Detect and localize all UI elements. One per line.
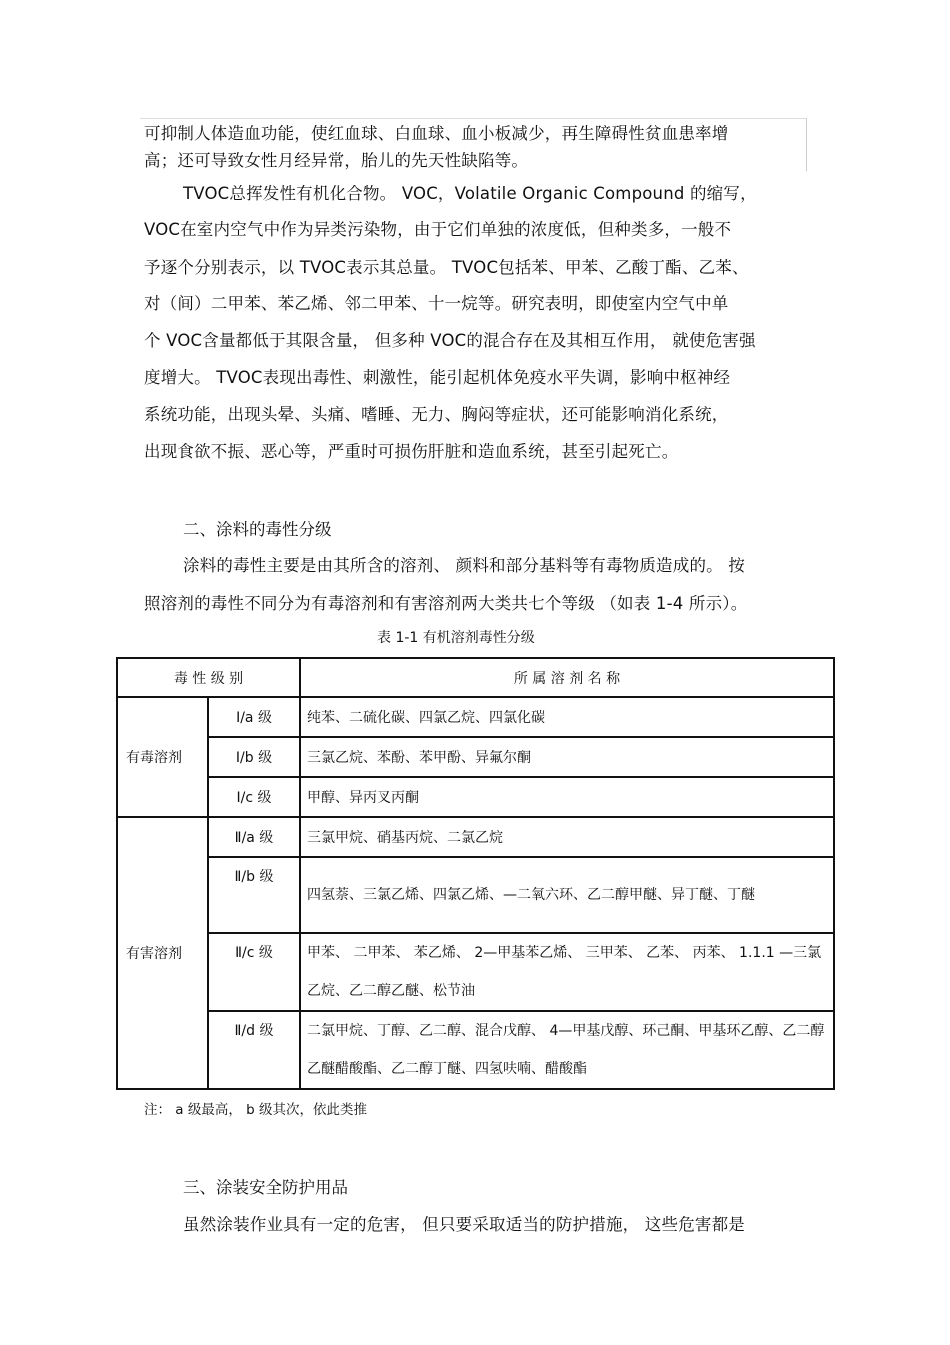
table-caption: 表 1-1 有机溶剂毒性分级 xyxy=(377,630,535,646)
section3-para-line-1: 虽然涂装作业具有一定的危害， 但只要采取适当的防护措施， 这些危害都是 xyxy=(183,1215,745,1234)
category-cell: 有毒溶剂 xyxy=(117,697,208,817)
table-row xyxy=(117,857,834,933)
intro-line-1: 可抑制人体造血功能，使红血球、白血球、血小板减少，再生障碍性贫血患率增 xyxy=(144,124,729,143)
tvoc-line: 度增大。 TVOC表现出毒性、刺激性，能引起机体免疫水平失调，影响中枢神经 xyxy=(144,368,731,387)
table-row xyxy=(117,1011,834,1089)
names-cell: 三氯甲烷、硝基丙烷、二氯乙烷 xyxy=(300,817,834,857)
level-cell: Ⅱ/b 级 xyxy=(208,857,300,933)
level-cell: Ⅱ/c 级 xyxy=(208,933,300,1011)
section2-heading: 二、涂料的毒性分级 xyxy=(183,520,332,539)
level-cell: Ⅱ/a 级 xyxy=(208,817,300,857)
table-header-row xyxy=(117,658,834,697)
tvoc-line: 予逐个分别表示，以 TVOC表示其总量。 TVOC包括苯、甲苯、乙酸丁酯、乙苯、 xyxy=(144,258,749,277)
level-cell: Ⅰ/b 级 xyxy=(208,737,300,777)
toxicity-table xyxy=(116,657,835,1090)
table-row xyxy=(117,933,834,1011)
table-row xyxy=(117,737,834,777)
level-cell: Ⅱ/d 级 xyxy=(208,1011,300,1089)
table-row xyxy=(117,777,834,817)
tvoc-line: TVOC总挥发性有机化合物。 VOC，Volatile Organic Compound 的缩写， xyxy=(183,184,757,203)
table-row xyxy=(117,697,834,737)
header-level: 毒 性 级 别 xyxy=(117,658,300,697)
section2-para-line-2: 照溶剂的毒性不同分为有毒溶剂和有害溶剂两大类共七个等级 （如表 1-4 所示）。 xyxy=(144,594,748,613)
level-cell: Ⅰ/c 级 xyxy=(208,777,300,817)
table-row xyxy=(117,817,834,857)
names-cell: 三氯乙烷、苯酚、苯甲酚、异氟尔酮 xyxy=(300,737,834,777)
names-cell: 纯苯、二硫化碳、四氯乙烷、四氯化碳 xyxy=(300,697,834,737)
section2-para-line-1: 涂料的毒性主要是由其所含的溶剂、 颜料和部分基料等有毒物质造成的。 按 xyxy=(183,556,745,575)
names-cell: 甲醇、异丙叉丙酮 xyxy=(300,777,834,817)
tvoc-line: 出现食欲不振、恶心等，严重时可损伤肝脏和造血系统，甚至引起死亡。 xyxy=(144,442,679,461)
tvoc-line: 系统功能，出现头晕、头痛、嗜睡、无力、胸闷等症状，还可能影响消化系统， xyxy=(144,405,729,424)
names-cell: 四氢萘、三氯乙烯、四氯乙烯、—二氧六环、乙二醇甲醚、异丁醚、丁醚 xyxy=(300,857,834,933)
names-cell: 甲苯、 二甲苯、 苯乙烯、 2—甲基苯乙烯、 三甲苯、 乙苯、 丙苯、 1.1.1 —三氯乙烷、乙二醇乙醚、松节油 xyxy=(300,933,834,1011)
table-note: 注： a 级最高， b 级其次，依此类推 xyxy=(144,1102,368,1118)
tvoc-line: 对（间）二甲苯、苯乙烯、邻二甲苯、十一烷等。研究表明，即使室内空气中单 xyxy=(144,294,729,313)
tvoc-line: VOC在室内空气中作为异类污染物，由于它们单独的浓度低，但种类多，一般不 xyxy=(144,220,732,239)
level-cell: Ⅰ/a 级 xyxy=(208,697,300,737)
names-cell: 二氯甲烷、丁醇、乙二醇、混合戊醇、 4—甲基戊醇、环己酮、甲基环乙醇、乙二醇乙醚醋酸酯、乙二醇丁醚、四氢呋喃、醋酸酯 xyxy=(300,1011,834,1089)
intro-line-2: 高；还可导致女性月经异常，胎儿的先天性缺陷等。 xyxy=(144,151,529,170)
header-names: 所 属 溶 剂 名 称 xyxy=(300,658,834,697)
tvoc-line: 个 VOC含量都低于其限含量， 但多种 VOC的混合存在及其相互作用， 就使危害强 xyxy=(144,331,756,350)
category-cell: 有害溶剂 xyxy=(117,817,208,1089)
section3-heading: 三、涂装安全防护用品 xyxy=(183,1178,348,1197)
